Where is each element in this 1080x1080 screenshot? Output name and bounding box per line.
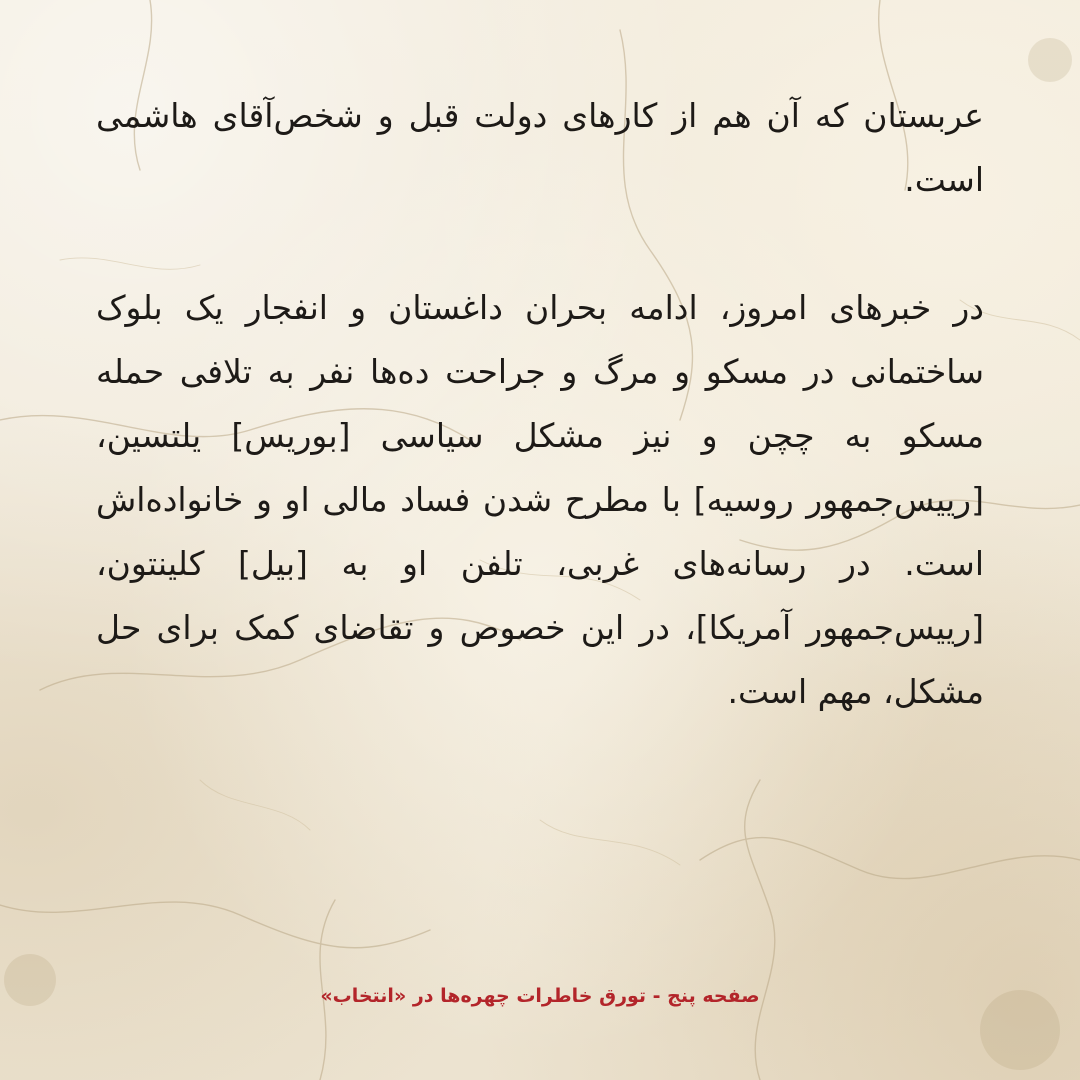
- body-text: [96, 84, 984, 724]
- footer-caption: صفحه پنج - تورق خاطرات چهره‌ها در «انتخاب»: [320, 985, 760, 1007]
- paragraph-1: عربستان که آن هم از کارهای دولت قبل و شخص‌آقای هاشمی است.: [96, 96, 984, 199]
- paragraph-2: در خبرهای امروز، ادامه بحران داغستان و انفجار یک بلوک ساختمانی در مسکو و مرگ و جراحت ده‌ها نفر به تلافی حمله مسکو به چچن و نیز مشکل سیاسی [بوریس] یلتسین، [رییس‌جمهور روسیه] با مطرح شدن فساد مالی او و خانواده‌اش است. در رسانه‌های غربی، تلفن او به [بیل] کلینتون، [رییس‌جمهور آمریکا]، در این خصوص و تقاضای کمک برای حل مشکل، مهم است.: [96, 288, 984, 711]
